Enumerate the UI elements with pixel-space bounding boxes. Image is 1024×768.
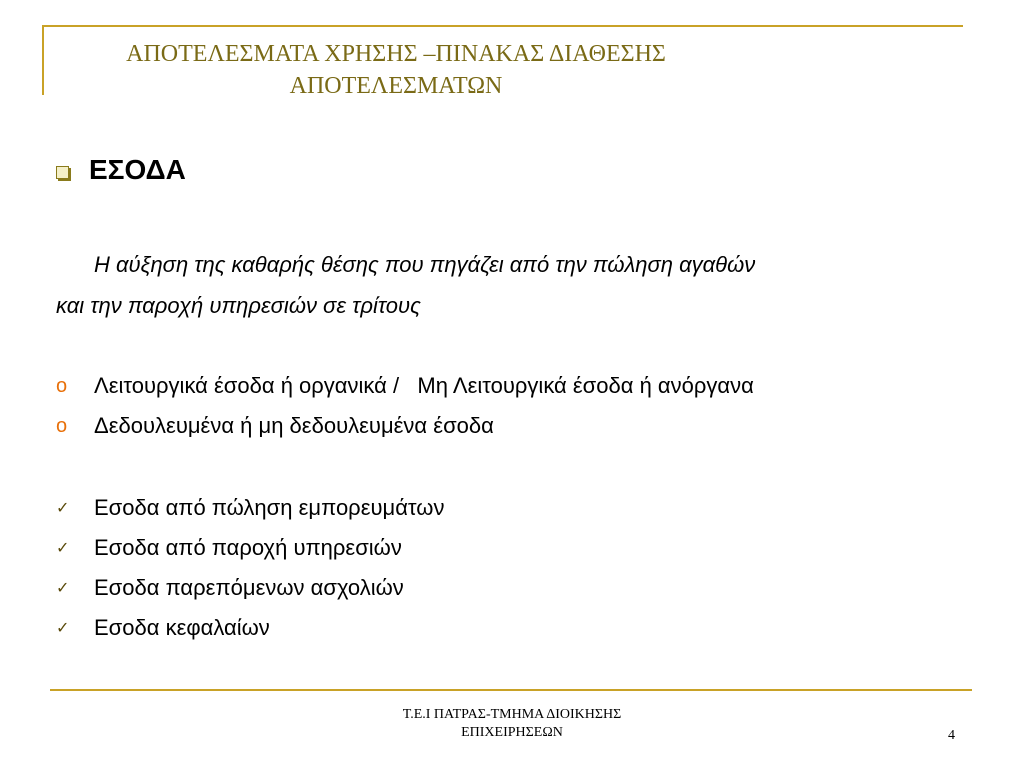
o-bullet-list bbox=[56, 366, 754, 446]
title-frame-top-line bbox=[42, 25, 963, 27]
list-item-text: Δεδουλευμένα ή μη δεδουλευμένα έσοδα bbox=[94, 413, 494, 438]
square-bullet-icon bbox=[56, 166, 69, 179]
slide-title-line-1: ΑΠΟΤΕΛΕΣΜΑΤΑ ΧΡΗΣΗΣ –ΠΙΝΑΚΑΣ ΔΙΑΘΕΣΗΣ bbox=[126, 41, 666, 67]
o-bullet-icon: o bbox=[56, 414, 68, 437]
slide-title bbox=[56, 38, 736, 102]
list-item bbox=[56, 608, 445, 648]
check-icon: ✓ bbox=[56, 620, 70, 637]
definition-line-1: Η αύξηση της καθαρής θέσης που πηγάζει από την πώληση αγαθών bbox=[94, 252, 756, 277]
footer-text bbox=[312, 706, 712, 742]
slide-title-line-2: ΑΠΟΤΕΛΕΣΜΑΤΩΝ bbox=[289, 73, 503, 99]
footer-divider bbox=[50, 689, 972, 691]
list-item-text: Εσοδα κεφαλαίων bbox=[94, 615, 270, 640]
list-item-text: Εσοδα από πώληση εμπορευμάτων bbox=[94, 495, 445, 520]
o-bullet-icon: o bbox=[56, 374, 68, 397]
check-icon: ✓ bbox=[56, 500, 70, 517]
check-icon: ✓ bbox=[56, 540, 70, 557]
list-item-text: Εσοδα από παροχή υπηρεσιών bbox=[94, 535, 402, 560]
list-item bbox=[56, 488, 445, 528]
definition-line-2: και την παροχή υπηρεσιών σε τρίτους bbox=[56, 293, 421, 318]
title-frame-left-line bbox=[42, 25, 44, 95]
footer-line-1: Τ.Ε.Ι ΠΑΤΡΑΣ-ΤΜΗΜΑ ΔΙΟΙΚΗΣΗΣ bbox=[402, 707, 622, 722]
list-item-text: Λειτουργικά έσοδα ή οργανικά / Μη Λειτουργικά έσοδα ή ανόργανα bbox=[94, 373, 754, 398]
list-item bbox=[56, 366, 754, 406]
list-item bbox=[56, 406, 754, 446]
footer-line-2: ΕΠΙΧΕΙΡΗΣΕΩΝ bbox=[461, 725, 563, 740]
section-heading bbox=[56, 150, 186, 190]
check-bullet-list bbox=[56, 488, 445, 648]
definition-paragraph bbox=[56, 244, 976, 326]
page-number: 4 bbox=[948, 728, 955, 743]
list-item bbox=[56, 568, 445, 608]
list-item bbox=[56, 528, 445, 568]
check-icon: ✓ bbox=[56, 580, 70, 597]
section-heading-text: ΕΣΟΔΑ bbox=[89, 154, 186, 185]
list-item-text: Εσοδα παρεπόμενων ασχολιών bbox=[94, 575, 404, 600]
